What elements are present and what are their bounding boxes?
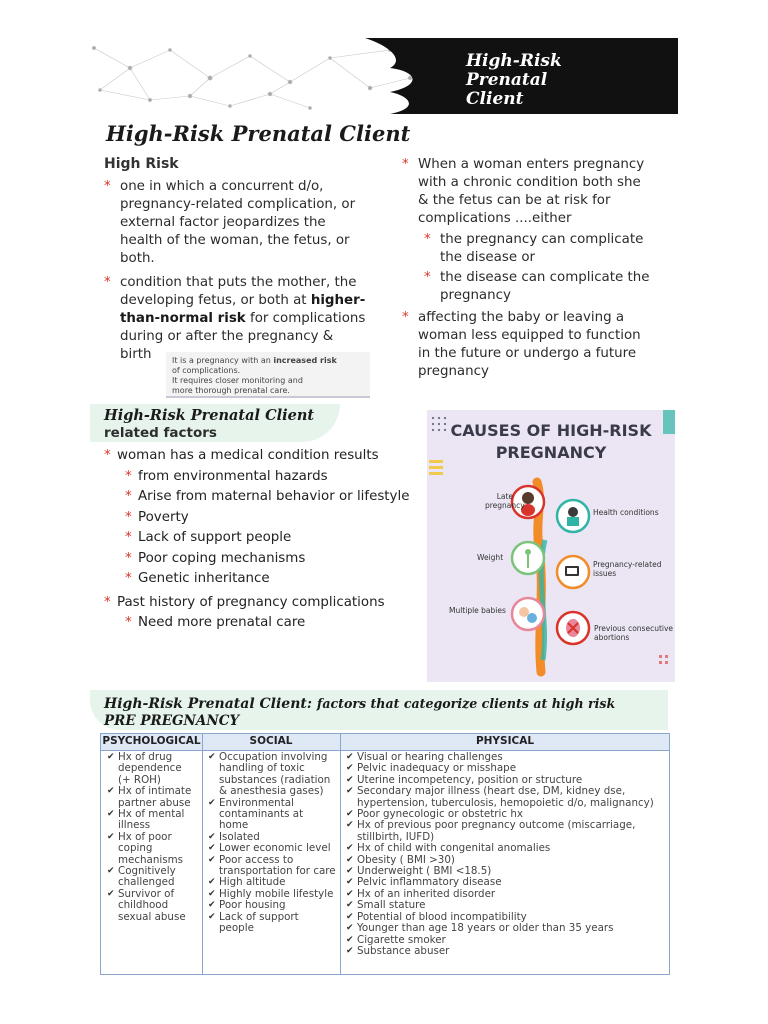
note-bold: increased risk (273, 356, 337, 365)
asterisk-icon: * (125, 509, 132, 525)
definition-line: both. (120, 251, 155, 266)
factor-sub (104, 467, 424, 488)
factor-sub (104, 487, 424, 508)
table-cell-line: mechanisms (118, 853, 184, 866)
categorize-title (104, 696, 615, 712)
table-cell-line: handling of toxic (219, 762, 305, 775)
definition-line: one in which a concurrent d/o, (120, 179, 324, 194)
table-cell-line: ✔ Poor housing (219, 899, 286, 912)
table-cell-line: dependence (118, 762, 182, 775)
table-cell-line: ✔ Hx of poor (118, 830, 172, 843)
risk-factors-table (100, 733, 670, 975)
chronic-line: pregnancy (440, 288, 511, 303)
asterisk-icon: * (125, 489, 132, 504)
table-cell-line: ✔ Isolated (219, 830, 260, 843)
asterisk-icon: * (424, 232, 431, 247)
categorize-title-sub: factors that categorize clients at high risk (316, 696, 616, 711)
table-cell-line: childhood (118, 899, 169, 912)
factors-list (104, 446, 424, 634)
label-weight: Weight (477, 553, 504, 562)
table-cell-line: transportation for care (219, 865, 336, 878)
table-cell-line: partner abuse (118, 796, 191, 809)
table-cell-line: ✔ Occupation involving (219, 751, 328, 763)
column-header-social: SOCIAL (249, 735, 293, 747)
banner-line-1: High-Risk (466, 51, 562, 71)
table-list-item (208, 843, 340, 854)
definition-line: condition that puts the mother, the (120, 275, 357, 290)
factors-title: High-Risk Prenatal Client (104, 407, 315, 424)
causes-infographic (427, 410, 675, 682)
factor-text: woman has a medical condition results (117, 448, 379, 463)
table-cell-line: ✔ Pelvic inflammatory disease (357, 876, 502, 889)
psychological-column (107, 752, 201, 923)
table-list-item (346, 900, 668, 911)
label-line: Late (496, 492, 514, 501)
asterisk-icon: * (104, 448, 111, 463)
table-cell-line: people (219, 922, 254, 935)
asterisk-icon: * (125, 530, 132, 545)
factor-text: from environmental hazards (138, 468, 328, 484)
label-multiple-babies: Multiple babies (449, 606, 506, 615)
table-list-item (107, 752, 201, 786)
definition-item-2 (104, 274, 394, 364)
definition-line (120, 292, 394, 310)
table-cell-line: hypertension, tuberculosis, hemopoietic d/o, malignancy) (357, 796, 654, 809)
definition-text: for complications (245, 311, 366, 326)
factor-sub (104, 613, 424, 634)
factor-text: Genetic inheritance (138, 571, 270, 586)
chronic-line: in the future or undergo a future (418, 346, 637, 361)
table-list-item (208, 900, 340, 911)
note-line: It requires closer monitoring and (172, 376, 303, 385)
table-cell-line: ✔ Underweight ( BMI <18.5) (357, 865, 492, 878)
definition-line: birth (120, 347, 152, 362)
asterisk-icon: * (125, 571, 132, 586)
table-list-item (208, 855, 340, 878)
banner-line-2: Prenatal (466, 70, 548, 90)
table-list-item (346, 786, 668, 809)
definition-bold: than-normal risk (120, 311, 246, 326)
table-list-item (208, 912, 340, 935)
note-text: It is a pregnancy with an (172, 356, 274, 365)
label-health-conditions: Health conditions (593, 508, 659, 517)
table-cell-line: contaminants at (219, 808, 304, 821)
factor-text: Need more prenatal care (138, 615, 306, 630)
asterisk-icon: * (402, 310, 409, 325)
chronic-item (402, 156, 672, 381)
table-cell-line: substances (radiation (219, 773, 331, 786)
table-cell-line: ✔ Lack of support (219, 910, 299, 923)
asterisk-icon: * (104, 275, 111, 290)
column-header-psychological: PSYCHOLOGICAL (102, 735, 201, 747)
factor-text: Arise from maternal behavior or lifestyle (138, 489, 410, 504)
table-cell-line: ✔ Environmental (219, 796, 294, 809)
table-cell-line: ✔ Lower economic level (219, 842, 331, 855)
table-cell-line: ✔ Pelvic inadequacy or misshape (357, 762, 517, 775)
asterisk-icon: * (104, 594, 111, 610)
table-list-item (208, 752, 340, 798)
factor-sub (104, 528, 424, 549)
infographic-title (427, 420, 675, 464)
table-list-item (107, 889, 201, 923)
table-cell-line: ✔ Younger than age 18 years or older than 35 years (357, 922, 614, 935)
table-cell-line: illness (118, 819, 151, 832)
column-divider (202, 734, 203, 974)
banner-line-3: Client (466, 89, 524, 109)
chronic-line: with a chronic condition both she (418, 175, 641, 190)
asterisk-icon: * (125, 550, 132, 566)
categorize-title-main: High-Risk Prenatal Client: (104, 696, 313, 712)
table-cell-line: ✔ Visual or hearing challenges (357, 751, 503, 763)
chronic-line: & the fetus can be at risk for (418, 193, 611, 208)
factor-text: Past history of pregnancy complications (117, 594, 385, 610)
asterisk-icon: * (125, 468, 132, 484)
definition-line: external factor jeopardizes the (120, 215, 326, 230)
factor-text: Lack of support people (138, 530, 292, 545)
definition-line: during or after the pregnancy & (120, 329, 334, 344)
table-list-item (346, 843, 668, 854)
infographic-title-line: CAUSES OF HIGH-RISK (450, 421, 652, 440)
definition-text: developing fetus, or both at (120, 293, 311, 308)
table-cell-line: ✔ Hx of an inherited disorder (357, 887, 496, 900)
chronic-line: woman less equipped to function (418, 328, 641, 343)
chronic-line: the disease or (440, 250, 536, 265)
asterisk-icon: * (104, 179, 111, 194)
column-header-physical: PHYSICAL (475, 735, 535, 747)
table-list-item (346, 946, 668, 957)
table-list-item (107, 809, 201, 832)
table-cell-line: ✔ Uterine incompetency, position or structure (357, 773, 583, 786)
chronic-line: When a woman enters pregnancy (418, 157, 645, 172)
header-banner (90, 38, 678, 114)
table-cell-line: ✔ Obesity ( BMI >30) (357, 853, 455, 866)
table-cell-line: ✔ Hx of child with congenital anomalies (357, 842, 551, 855)
table-cell-line: coping (118, 842, 153, 855)
social-column (208, 752, 340, 935)
table-cell-line: stillbirth, IUFD) (357, 830, 435, 843)
table-cell-line: ✔ Hx of mental (118, 808, 185, 821)
chronic-line: pregnancy (418, 364, 489, 379)
table-cell-line: ✔ Substance abuser (357, 944, 450, 957)
label-line: issues (593, 569, 617, 578)
factor-text: Poverty (138, 509, 189, 525)
table-cell-line: ✔ Secondary major illness (heart dse, DM, kidney dse, (357, 785, 626, 798)
factor-sub (104, 549, 424, 570)
note-box (166, 352, 370, 398)
definition-item-1 (104, 178, 384, 268)
factor-sub (104, 508, 424, 529)
definition-line (120, 310, 394, 328)
asterisk-icon: * (424, 270, 431, 285)
high-risk-heading: High Risk (104, 156, 179, 172)
table-cell-line: ✔ Potential of blood incompatibility (357, 910, 527, 923)
table-cell-line: ✔ Hx of previous poor pregnancy outcome (miscarriage, (357, 819, 636, 832)
table-list-item (208, 798, 340, 832)
definition-line: health of the woman, the fetus, or (120, 233, 350, 248)
factor-sub (104, 569, 424, 590)
table-cell-line: ✔ Cigarette smoker (357, 933, 446, 946)
factor-main (104, 593, 424, 614)
factor-text: Poor coping mechanisms (138, 550, 306, 566)
label-previous-abortions (594, 624, 673, 642)
table-cell-line: ✔ Hx of intimate (118, 785, 192, 798)
chronic-line: affecting the baby or leaving a (418, 310, 625, 325)
label-line: abortions (594, 633, 630, 642)
categorize-subtitle: PRE PREGNANCY (104, 713, 240, 729)
table-list-item (346, 820, 668, 843)
label-line: Previous consecutive (594, 624, 674, 633)
column-divider (340, 734, 341, 974)
physical-column (346, 752, 668, 957)
label-line: pregnancy (485, 501, 525, 510)
note-line: of complications. (172, 366, 241, 375)
table-list-item (107, 866, 201, 889)
note-line: more thorough prenatal care. (172, 386, 290, 395)
table-list-item (346, 923, 668, 934)
table-cell-line: ✔ Poor access to (219, 853, 294, 866)
banner-title (466, 52, 666, 109)
table-cell-line: & anesthesia gases) (219, 785, 324, 798)
table-cell-line: ✔ Poor gynecologic or obstetric hx (357, 808, 523, 821)
table-cell-line: ✔ Hx of drug (118, 751, 173, 763)
label-pregnancy-related (593, 560, 661, 578)
chronic-line: the disease can complicate the (440, 270, 650, 285)
table-cell-line: challenged (118, 876, 175, 889)
infographic-title-line: PREGNANCY (495, 443, 607, 462)
chronic-line: the pregnancy can complicate (440, 232, 644, 247)
table-cell-line: ✔ Cognitively (118, 865, 176, 878)
factors-subtitle: related factors (104, 425, 217, 441)
table-cell-line: home (219, 819, 249, 832)
label-late-pregnancy (485, 492, 525, 510)
table-cell-line: ✔ Survivor of (118, 887, 175, 900)
table-cell-line: ✔ Small stature (357, 899, 426, 912)
definition-bold: higher- (310, 293, 366, 308)
chronic-line: complications ....either (418, 211, 572, 226)
table-list-item (107, 832, 201, 866)
table-cell-line: ✔ High altitude (219, 876, 286, 889)
factor-main (104, 446, 424, 467)
table-cell-line: ✔ Highly mobile lifestyle (219, 887, 334, 900)
page-title: High-Risk Prenatal Client (106, 121, 411, 146)
label-line: Pregnancy-related (593, 560, 662, 569)
definition-line: pregnancy-related complication, or (120, 197, 356, 212)
asterisk-icon: * (125, 615, 132, 630)
table-cell-line: (+ ROH) (118, 773, 161, 786)
asterisk-icon: * (402, 157, 409, 172)
note-line (172, 356, 364, 366)
table-cell-line: sexual abuse (118, 910, 186, 923)
table-list-item (107, 786, 201, 809)
